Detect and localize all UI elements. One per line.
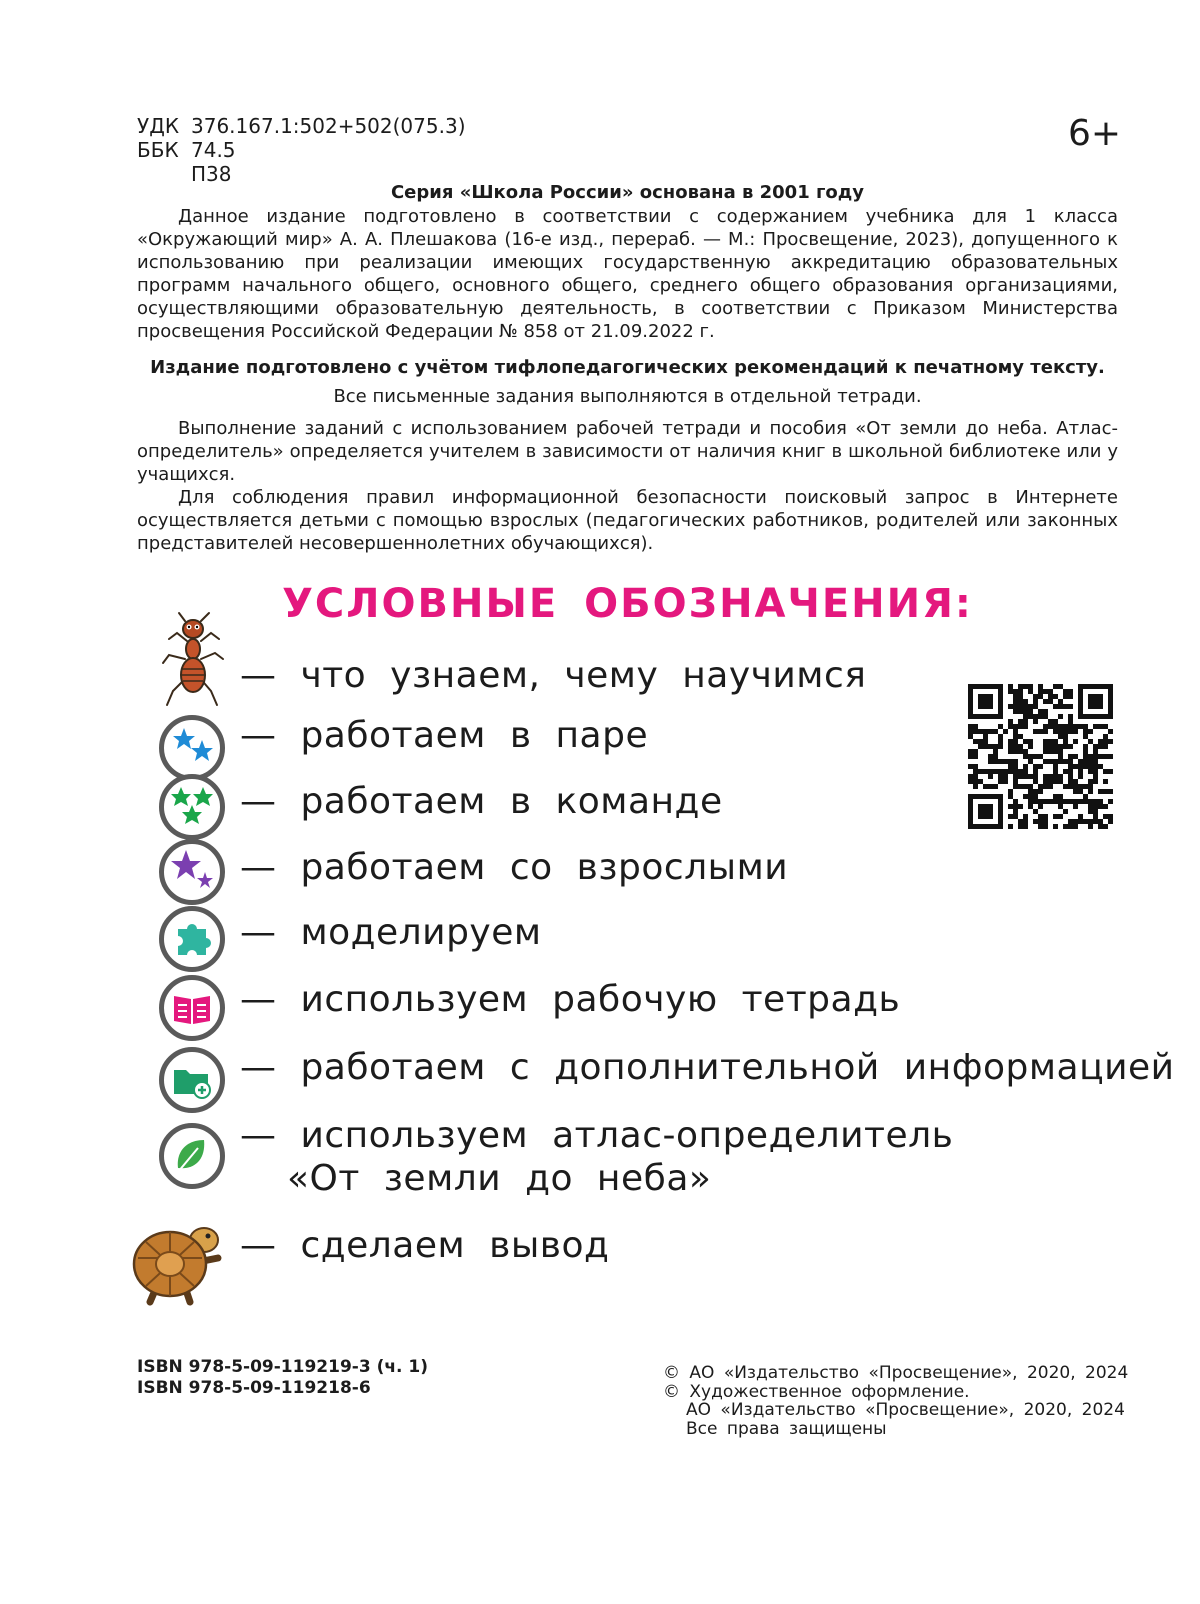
legend-title: УСЛОВНЫЕ ОБОЗНАЧЕНИЯ:	[282, 581, 973, 627]
series-line: Серия «Школа России» основана в 2001 году	[390, 182, 865, 203]
adult-stars-icon	[159, 839, 225, 905]
ant-icon	[157, 611, 229, 709]
qr-code	[968, 684, 1118, 832]
copyright-publisher: © АО «Издательство «Просвещение», 2020, 2024	[663, 1363, 1129, 1383]
author-mark: П38	[191, 162, 232, 186]
legend-item-team: — работаем в команде	[240, 781, 723, 822]
udk-value: 376.167.1:502+502(075.3)	[191, 114, 466, 138]
legend-item-atlas-title: «От земли до неба»	[287, 1158, 712, 1199]
turtle-icon	[128, 1218, 228, 1306]
catalog-block	[137, 114, 466, 186]
intro-paragraph: Данное издание подготовлено в соответствии с содержанием учебника для 1 класса «Окружающий мир» А. А. Плешакова (16-е изд., перераб. — М.: Просвещение, 2023), допущенного к использованию при реализации имеющих государственную аккредитацию образовательных программ начального общего, основного общего, среднего общего образования организациями, осуществляющими образовательную деятельность, в соответствии с Приказом Министерства просвещения Российской Федерации № 858 от 21.09.2022 г.	[137, 206, 1118, 342]
workbook-icon	[159, 975, 225, 1041]
copyright-block	[663, 1364, 1128, 1438]
leaf-icon	[159, 1123, 225, 1189]
puzzle-icon	[159, 906, 225, 972]
isbn-part-1: ISBN 978-5-09-119219-3 (ч. 1)	[137, 1357, 429, 1377]
age-rating: 6+	[1068, 113, 1122, 154]
notebook-note: Все письменные задания выполняются в отдельной тетради.	[333, 386, 922, 407]
safety-paragraph: Для соблюдения правил информационной безопасности поисковый запрос в Интернете осуществляется детьми с помощью взрослых (педагогических работников, родителей или законных представителей несовершеннолетних обучающихся).	[137, 487, 1118, 554]
legend-item-adults: — работаем со взрослыми	[240, 847, 789, 888]
workbook-paragraph: Выполнение заданий с использованием рабочей тетради и пособия «От земли до неба. Атлас-определитель» определяется учителем в зависимости от наличия книг в школьной библиотеке или у учащихся.	[137, 418, 1118, 485]
copyright-design-publisher: АО «Издательство «Просвещение», 2020, 2024	[686, 1400, 1125, 1420]
isbn-set: ISBN 978-5-09-119218-6	[137, 1378, 371, 1398]
legend-item-workbook: — используем рабочую тетрадь	[240, 979, 901, 1020]
tiflo-note: Издание подготовлено с учётом тифлопедагогических рекомендаций к печатному тексту.	[150, 357, 1105, 378]
legend-item-atlas: — используем атлас-определитель	[240, 1115, 954, 1156]
legend-item-conclusion: — сделаем вывод	[240, 1225, 610, 1266]
team-stars-icon	[159, 774, 225, 840]
bbk-value: 74.5	[191, 138, 236, 162]
legend-item-pair: — работаем в паре	[240, 715, 649, 756]
udk-label: УДК	[137, 114, 180, 138]
bbk-label: ББК	[137, 138, 179, 162]
legend-item-learn: — что узнаем, чему научимся	[240, 655, 867, 696]
rights-reserved: Все права защищены	[686, 1418, 887, 1439]
legend-item-extra-info: — работаем с дополнительной информацией	[240, 1047, 1175, 1088]
legend-item-modeling: — моделируем	[240, 912, 542, 953]
copyright-design: © Художественное оформление.	[663, 1381, 970, 1402]
two-stars-icon	[159, 715, 225, 781]
isbn-block	[137, 1357, 428, 1399]
folder-plus-icon	[159, 1047, 225, 1113]
